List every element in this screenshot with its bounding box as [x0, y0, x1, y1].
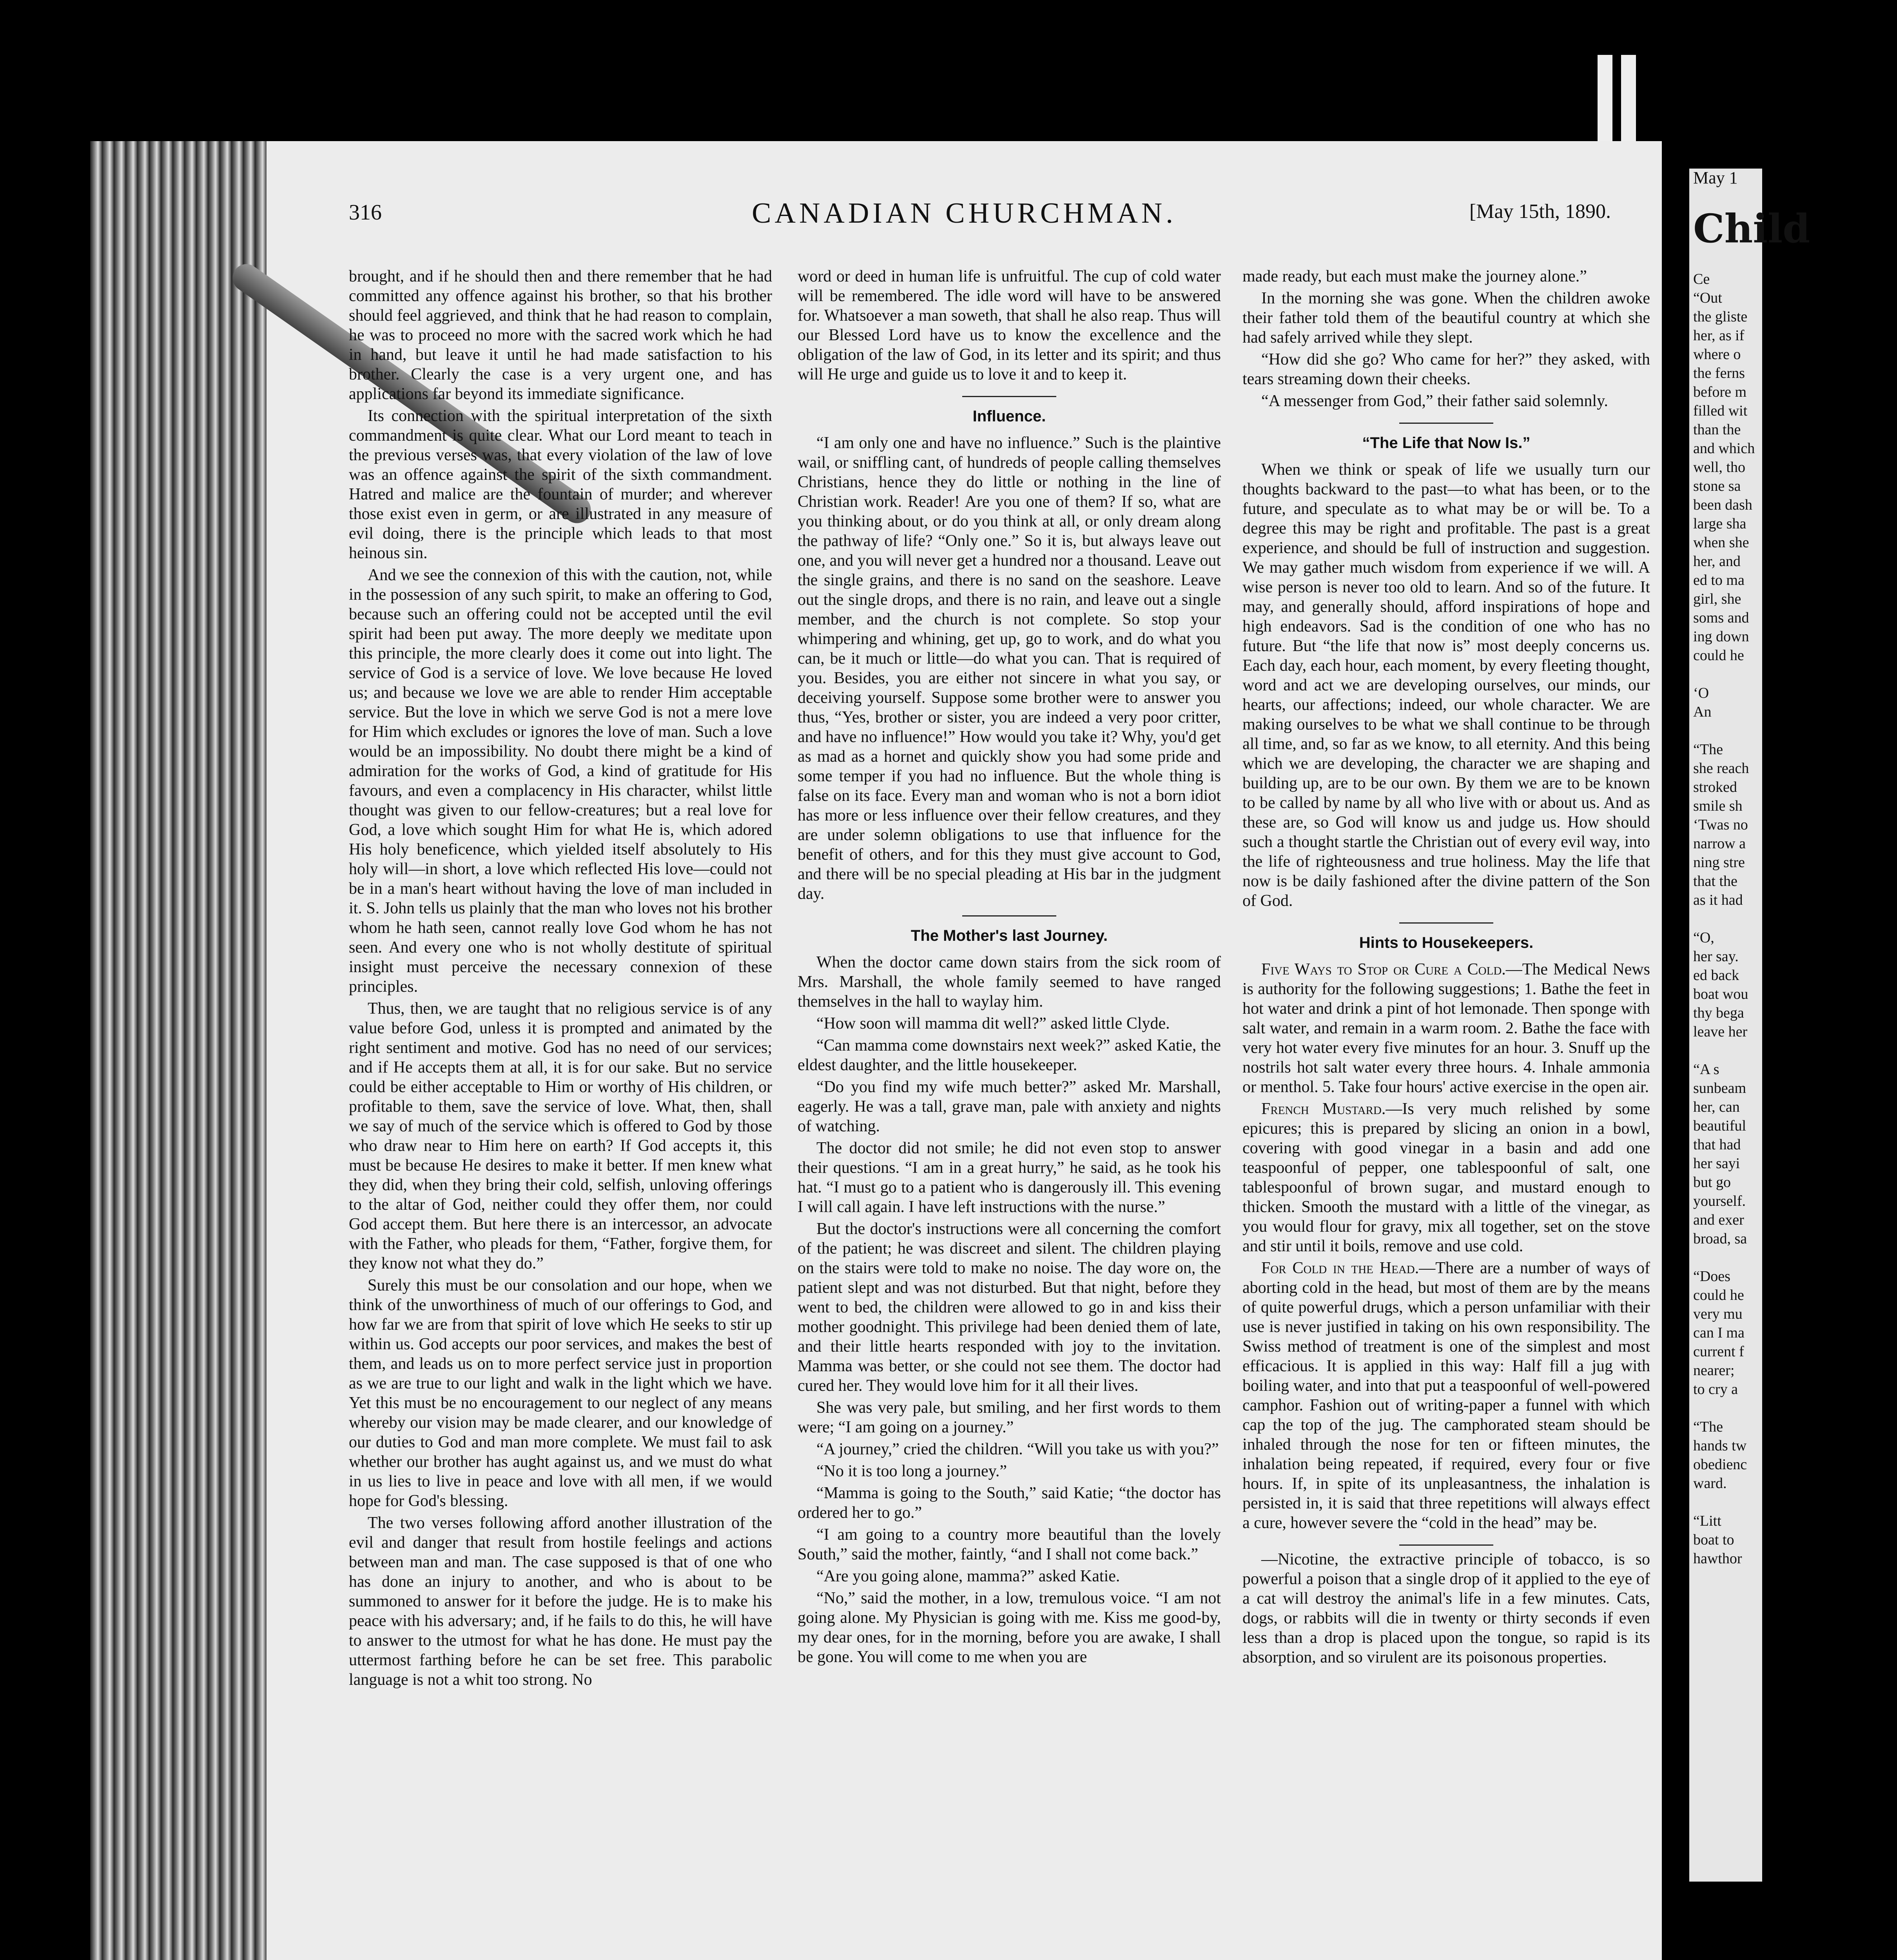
section-rule — [1399, 922, 1493, 924]
column-1 — [349, 267, 772, 1692]
facing-page-line: nearer; — [1693, 1362, 1735, 1379]
facing-page-line: “O, — [1693, 929, 1714, 946]
facing-page-line: broad, sa — [1693, 1230, 1747, 1247]
facing-page-line: the gliste — [1693, 309, 1748, 325]
facing-page-line: “Litt — [1693, 1513, 1721, 1529]
paragraph: Its connection with the spiritual interpretation of the sixth commandment is quite clear. What our Lord meant to teach in the previous verses was, that every violation of the law of love was an offence against the spirit of the sixth commandment. Hatred and malice are the fountain of murder; and wherever those exist even in germ, or are illustrated in any measure of evil doing, there is the principle which leads to that most heinous sin. — [349, 407, 772, 562]
section-rule — [1399, 1544, 1493, 1546]
paragraph: When the doctor came down stairs from the sick room of Mrs. Marshall, the whole family seemed to have ranged themselves in the hall to waylay him. — [798, 953, 1221, 1011]
facing-page-line: girl, she — [1693, 591, 1741, 607]
top-binding-bar-1 — [1598, 55, 1612, 145]
facing-page-line: thy bega — [1693, 1005, 1744, 1021]
paragraph: The doctor did not smile; he did not even stop to answer their questions. “I am in a great hurry,” he said, as he took his hat. “I must go to a patient who is dangerously ill. This evening I will call again. I have left instructions with the nurse.” — [798, 1139, 1221, 1216]
paragraph: Surely this must be our consolation and our hope, when we think of the unworthiness of much of our offerings to God, and how far we are from that spirit of love which He seeks to stir up within us. God accepts our poor services, and makes the best of them, and leads us on to more perfect service just in proportion as we are true to our light and walk in the light which we have. Yet this must be no encouragement to our neglect of any means whereby our vision may be made clearer, and our knowledge of our duties to God and man more complete. We must fail to ask whether our brother has aught against us, and we must do what in us lies to live in peace and love with all men, if we would hope for God's blessing. — [349, 1276, 772, 1510]
paragraph: “Do you find my wife much better?” asked Mr. Marshall, eagerly. He was a tall, grave man, pale with anxiety and nights of watching. — [798, 1078, 1221, 1135]
head-cold-text: —There are a number of ways of aborting cold in the head, but most of them are by the means of quite powerful drugs, which a person unfamiliar with their use is never justified in taking on his own responsibility. The Swiss method of treatment is one of the simplest and most efficacious. It is applied in this way: Half fill a jug with boiling water, and into that put a teaspoonful of well-powered camphor. Fashion out of writing-paper a funnel with which cap the top of the jug. The camphorated steam should be inhaled through the nose for ten or fifteen minutes, the inhalation being repeated, if required, every four or five hours. If, in spite of its unpleasantness, the inhalation is persisted in, it is said that three repetitions will always effect a cure, however severe the “cold in the head” may be. — [1242, 1259, 1650, 1532]
paragraph: brought, and if he should then and there remember that he had committed any offence against his brother, so that his brother should feel aggrieved, and think that he had reason to complain, he was to proceed no more with the sacred work which he had in hand, but leave it until he had made satisfaction to his brother. Clearly the case is a very urgent one, and has applications far beyond its immediate significance. — [349, 267, 772, 403]
facing-page-line: “The — [1693, 1419, 1723, 1435]
mustard-item — [1242, 1099, 1650, 1256]
facing-page-line: that had — [1693, 1136, 1741, 1153]
facing-page-line — [1693, 721, 1897, 740]
cold-cure-text: —The Medical News is authority for the following suggestions; 1. Bathe the feet in hot water and drink a pint of hot lemonade. Then sponge with salt water, and remain in a warm room. 2. Bathe the face with very hot water every five minutes for an hour. 3. Snuff up the nostrils hot salt water every three hours. 4. Inhale ammonia or menthol. 5. Take four hours' active exercise in the open air. — [1242, 960, 1650, 1096]
facing-page-line: her say. — [1693, 948, 1739, 965]
paragraph: But the doctor's instructions were all concerning the comfort of the patient; he was discreet and silent. The children playing on the stairs were told to make no noise. The day wore on, the patient slept and was not disturbed. But that night, before they went to bed, the children were allowed to go in and kiss their mother goodnight. This privilege had been denied them of late, and their little hearts responded with joy to the invitation. Mamma was better, or she could not see them. The doctor had cured her. They would love him for it all their lives. — [798, 1220, 1221, 1395]
facing-page-line: “A s — [1693, 1061, 1719, 1078]
facing-page-header: May 1 — [1693, 168, 1738, 187]
facing-page-line: well, tho — [1693, 459, 1745, 475]
paragraph: And we see the connexion of this with the caution, not, while in the possession of any such spirit, to make an offering to God, because such an offering could not be accepted until the evil spirit had been put away. The more deeply we meditate upon this principle, the more clearly does it come out into light. The service of God is a service of love. We love because He loved us; and because we love we are able to render Him acceptable service. But the love in which we serve God is not a mere love for Him which excludes or ignores the love of man. Such a love would be an impossibility. No doubt there might be a kind of admiration for the works of God, a kind of gratitude for His favours, and even a complacency in His character, whilst little thought was given to our fellow-creatures; but a real love for God, a love which sought Him for what He is, which adored His holy beneficence, which yielded itself absolutely to His holy will—in short, a love which reflected His love—could not be in a man's heart without having the love of man included in it. S. John tells us plainly that the man who loves not his brother whom he hath seen, cannot really love God whom he has not seen. And every one who is not wholly destitute of spiritual insight must perceive the necessary connexion of these principles. — [349, 566, 772, 996]
facing-page-line: narrow a — [1693, 835, 1746, 852]
facing-page-line: ward. — [1693, 1475, 1727, 1492]
facing-page-line: and which — [1693, 440, 1755, 457]
paragraph: “Are you going alone, mamma?” asked Katie. — [816, 1567, 1120, 1585]
facing-page-line: could he — [1693, 1287, 1744, 1303]
facing-page-line: been dash — [1693, 497, 1752, 513]
facing-page-line: her sayi — [1693, 1155, 1740, 1172]
paragraph: “No it is too long a journey.” — [816, 1462, 1007, 1480]
head-cold-lead: For Cold in the Head. — [1261, 1259, 1419, 1277]
facing-page-line: that the — [1693, 873, 1737, 889]
life-now-heading: “The Life that Now Is.” — [1362, 434, 1531, 452]
facing-page-line: sunbeam — [1693, 1080, 1746, 1096]
newspaper-page — [267, 141, 1662, 1960]
facing-page-line — [1693, 909, 1897, 928]
facing-page-line: stroked — [1693, 779, 1737, 795]
column-2 — [798, 267, 1221, 1669]
paragraph: “A messenger from God,” their father said solemnly. — [1261, 392, 1608, 410]
paragraph: “How did she go? Who came for her?” they asked, with tears streaming down their cheeks. — [1242, 350, 1650, 388]
paragraph: The two verses following afford another illustration of the evil and danger that result from hostile feelings and actions between man and man. The case supposed is that of one who has done an injury to another, and who is about to be summoned to answer for it before the judge. He is to make his peace with his adversary; and, if he fails to do this, he will have to answer to the utmost for what he has done. He must pay the uttermost farthing before he can be set free. This parabolic language is not a whit too strong. No — [349, 1514, 772, 1689]
facing-page-line: Ce — [1693, 271, 1710, 287]
facing-page-line: ed to ma — [1693, 572, 1745, 588]
facing-page-fragment — [1689, 168, 1810, 1882]
facing-page-line: large sha — [1693, 515, 1746, 532]
facing-page-line: ing down — [1693, 628, 1749, 645]
cold-cure-item — [1242, 960, 1650, 1097]
section-rule — [962, 915, 1056, 916]
column-3 — [1242, 267, 1650, 1670]
facing-page-line: she reach — [1693, 760, 1749, 777]
mothers-journey-heading: The Mother's last Journey. — [910, 927, 1108, 944]
paragraph: “A journey,” cried the children. “Will you take us with you?” — [816, 1440, 1219, 1458]
facing-page-line: An — [1693, 704, 1712, 720]
facing-page-line: before m — [1693, 384, 1747, 400]
life-now-text: When we think or speak of life we usually turn our thoughts backward to the past—to what has been, or to the future, and speculate as to what may be or will be. To a degree this may be right and profitable. The past is a great experience, and should be full of instruction and suggestion. We may gather much wisdom from experience if we will. A wise person is never too old to learn. And so of the future. It may, and generally should, afford inspirations of hope and high endeavors. Sad is the condition of one who has no future. But “the life that now is” most deeply concerns us. Each day, each hour, each moment, by every fleeting thought, word and act we are developing ourselves, our minds, our hearts, our affections; indeed, our whole character. We are making ourselves to be what we shall continue to be through all time, and, so far as we know, to all eternity. And this being which we are developing, the character we are shaping and building up, are to be our own. By them we are to be known to be called by name by all who live with or about us. And as these are, so God will know us and judge us. How should such a thought startle the Christian out of every evil way, into the life of righteousness and true holiness. May the life that now is be daily fashioned after the divine pattern of the Son of God. — [1242, 461, 1650, 910]
facing-page-line: yourself. — [1693, 1193, 1746, 1209]
facing-page-line: ning stre — [1693, 854, 1745, 871]
paragraph: made ready, but each must make the journey alone.” — [1242, 267, 1587, 285]
issue-date: [May 15th, 1890. — [1469, 200, 1611, 223]
mustard-lead: French Mustard. — [1261, 1100, 1386, 1118]
facing-page-line: boat to — [1693, 1532, 1734, 1548]
facing-page-line: and exer — [1693, 1212, 1744, 1228]
facing-page-line: obedienc — [1693, 1456, 1747, 1473]
mustard-text: —Is very much relished by some epicures; this is prepared by slicing an onion in a bowl, covering with good vinegar in a basin and add one teaspoonful of pepper, one tablespoonful of salt, one tablespoonful of brown sugar, and mustard enough to thicken. Smooth the mustard with a little of the vinegar, as you would flour for gravy, mix all together, set on the stove and stir until it boils, remove and use cold. — [1242, 1100, 1650, 1255]
paragraph: In the morning she was gone. When the children awoke their father told them of the beautiful country at which she had safely arrived while they slept. — [1242, 289, 1650, 347]
facing-page-line: her, and — [1693, 553, 1741, 570]
page-number: 316 — [349, 200, 382, 225]
paragraph: She was very pale, but smiling, and her first words to them were; “I am going on a journey.” — [798, 1399, 1221, 1436]
hints-heading: Hints to Housekeepers. — [1359, 934, 1534, 951]
paragraph: “No,” said the mother, in a low, tremulous voice. “I am not going alone. My Physician is going with me. Kiss me good-by, my dear ones, for in the morning, before you are awake, I shall be gone. You will come to me when you are — [798, 1589, 1221, 1666]
facing-page-line: “Does — [1693, 1268, 1730, 1285]
facing-page-line — [1693, 1493, 1897, 1512]
facing-page-line: current f — [1693, 1343, 1744, 1360]
paragraph: “I am going to a country more beautiful than the lovely South,” said the mother, faintly, “and I shall not come back.” — [798, 1526, 1221, 1563]
facing-page-line: “The — [1693, 741, 1723, 758]
facing-page-line: ‘Twas no — [1693, 817, 1748, 833]
section-rule — [962, 396, 1056, 397]
facing-page-line: her, can — [1693, 1099, 1740, 1115]
facing-page-text — [1693, 169, 1897, 1568]
facing-page-line: soms and — [1693, 610, 1749, 626]
facing-page-line — [1693, 665, 1897, 684]
facing-page-line: could he — [1693, 647, 1744, 664]
facing-page-line: leave her — [1693, 1024, 1748, 1040]
facing-page-line: “Out — [1693, 290, 1722, 306]
paragraph: “Can mamma come downstairs next week?” asked Katie, the eldest daughter, and the little housekeeper. — [798, 1036, 1221, 1074]
facing-page-line: filled wit — [1693, 403, 1748, 419]
facing-page-line: smile sh — [1693, 798, 1743, 814]
facing-page-line: her, as if — [1693, 327, 1745, 344]
facing-page-line: the ferns — [1693, 365, 1745, 381]
facing-page-line: very mu — [1693, 1306, 1743, 1322]
facing-page-line: as it had — [1693, 892, 1743, 908]
facing-page-line: but go — [1693, 1174, 1731, 1191]
facing-page-line: boat wou — [1693, 986, 1748, 1002]
paragraph: Thus, then, we are taught that no religious service is of any value before God, unless it is prompted and animated by the right sentiment and motive. God has no need of our services; and if He accepts them at all, it is for our sake. But no service could be either acceptable to Him or worthy of His children, or profitable to them, save the service of love. What, then, shall we say of much of the service which is offered to God by those who draw near to Him here on earth? If God accepts it, this must be because He desires to make it better. If men knew what they did, when they bring their cold, selfish, unloving offerings to the altar of God, neither could they offer them, nor could God accept them. But here there is an intercessor, an advocate with the Father, who pleads for them, “Father, forgive them, for they know not what they do.” — [349, 1000, 772, 1272]
head-cold-item — [1242, 1258, 1650, 1533]
facing-page-line: to cry a — [1693, 1381, 1738, 1397]
page-header — [267, 197, 1662, 239]
cold-cure-lead: Five Ways to Stop or Cure a Cold. — [1261, 960, 1506, 978]
paragraph: “How soon will mamma dit well?” asked little Clyde. — [816, 1014, 1170, 1033]
facing-page-line — [1693, 1248, 1897, 1267]
influence-heading: Influence. — [972, 408, 1046, 425]
facing-page-line — [1693, 1399, 1897, 1417]
facing-page-line: where o — [1693, 346, 1741, 363]
paragraph: word or deed in human life is unfruitful. The cup of cold water will be remembered. The idle word will have to be answered for. Whatsoever a man soweth, that shall he also reap. Thus will our Blessed Lord have us to know the excellence and the obligation of the law of God, in its letter and its spirit; and thus will He urge and guide us to love it and to keep it. — [798, 267, 1221, 383]
facing-page-title: Child — [1693, 205, 1810, 252]
facing-page-line: ed back — [1693, 967, 1739, 984]
section-rule — [1399, 423, 1493, 424]
facing-page-line: beautiful — [1693, 1118, 1746, 1134]
facing-page-line: when she — [1693, 534, 1749, 551]
facing-page-line: hawthor — [1693, 1550, 1742, 1567]
book-page-edges — [90, 141, 274, 1960]
paragraph: “Mamma is going to the South,” said Katie; “the doctor has ordered her to go.” — [798, 1484, 1221, 1522]
facing-page-line: stone sa — [1693, 478, 1741, 494]
facing-page-line: can I ma — [1693, 1325, 1745, 1341]
facing-page-line: ‘O — [1693, 685, 1709, 701]
masthead-title: CANADIAN CHURCHMAN. — [752, 197, 1177, 229]
facing-page-line — [1693, 1041, 1897, 1060]
facing-page-lines — [1693, 270, 1897, 1568]
top-binding-bar-2 — [1621, 55, 1636, 145]
facing-page-line: than the — [1693, 421, 1741, 438]
nicotine-item: —Nicotine, the extractive principle of tobacco, is so powerful a poison that a single drop of it applied to the eye of a cat will destroy the animal's life in a few minutes. Cats, dogs, or rabbits will die in twenty or thirty seconds if even less than a drop is placed upon the tongue, so rapid is its absorption, and so virulent are its poisonous properties. — [1242, 1550, 1650, 1666]
facing-page-line: hands tw — [1693, 1437, 1747, 1454]
influence-text: “I am only one and have no influence.” Such is the plaintive wail, or sniffling cant, of hundreds of people calling themselves Christians, hence they do little or nothing in the line of Christian work. Reader! Are you one of them? If so, what are you thinking about, or do you think at all, or only dream along the pathway of life? “Only one.” So it is, but always leave out one, and you will never get a hundred nor a thousand. Leave out the single grains, and there is no sand on the seashore. Leave out the single drops, and there is no rain, and leave out a single member, and the church is not complete. So stop your whimpering and whining, get up, go to work, and do what you can, be it much or little—do what you can. That is required of you. Besides, you are either not sincere in what you say, or deceiving yourself. Suppose some brother were to answer you thus, “Yes, brother or sister, you are indeed a very poor critter, and have no influence!” How would you take it? Why, you'd get as mad as a hornet and quickly show you had some pride and some temper if you had no influence. But the whole thing is false on its face. Every man and woman who is not a born idiot has more or less influence over their fellow creatures, and they are under solemn obligations to use that influence for the benefit of others, and for this they must give account to God, and there will be no special pleading at His bar in the judgment day. — [798, 434, 1221, 903]
